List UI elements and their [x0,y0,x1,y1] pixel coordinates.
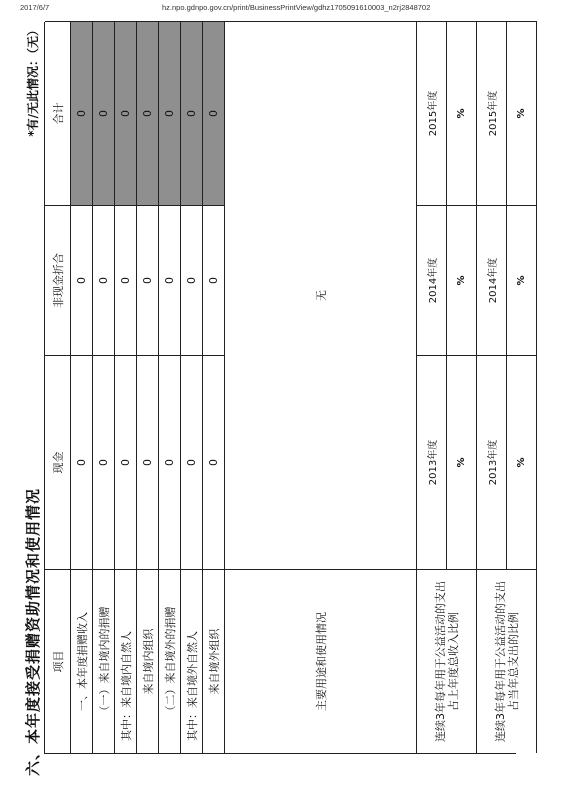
year-label: 2013年度 [477,356,507,569]
status-note: *有/无此情况：（无） [26,24,40,137]
noncash-value: 0 [159,205,181,355]
total-value: 0 [203,21,225,205]
ratio-income-cell [417,205,477,355]
ratio-value: % [456,457,467,468]
cash-value: 0 [71,355,93,569]
ratio-value: % [456,108,467,119]
row-label: （二）来自境外的捐赠 [159,569,181,753]
ratio-income-cell [417,355,477,569]
usage-label: 主要用途和使用情况 [225,569,417,753]
noncash-value: 0 [93,205,115,355]
donation-table [44,22,527,754]
cash-value: 0 [115,355,137,569]
total-value: 0 [181,21,203,205]
ratio-value: % [516,457,527,468]
cash-value: 0 [181,355,203,569]
total-value: 0 [71,21,93,205]
header-noncash: 非现金折合 [45,205,71,355]
ratio-expense-label: 连续3年每年用于公益活动的支出占当年总支出的比例 [477,569,537,753]
row-label: （一）来自境内的捐赠 [93,569,115,753]
header-total: 合计 [45,21,71,205]
cash-value: 0 [159,355,181,569]
ratio-value: % [456,275,467,286]
usage-value: 无 [225,21,417,569]
noncash-value: 0 [71,205,93,355]
ratio-income-cell [417,21,477,205]
noncash-value: 0 [203,205,225,355]
cash-value: 0 [203,355,225,569]
cash-value: 0 [137,355,159,569]
cash-value: 0 [93,355,115,569]
section-title: 六、本年度接受捐赠资助情况和使用情况 [24,487,42,776]
noncash-value: 0 [115,205,137,355]
year-label: 2014年度 [417,206,447,355]
ratio-income-label: 连续3年每年用于公益活动的支出占上年度总收入比例 [417,569,477,753]
row-label: 来自境外组织 [203,569,225,753]
year-label: 2014年度 [477,206,507,355]
rotated-page [20,16,527,776]
noncash-value: 0 [137,205,159,355]
ratio-value: % [516,108,527,119]
row-label: 其中：来自境外自然人 [181,569,203,753]
ratio-expense-cell [477,205,537,355]
total-value: 0 [159,21,181,205]
year-label: 2013年度 [417,356,447,569]
ratio-expense-cell [477,355,537,569]
ratio-expense-cell [477,21,537,205]
year-label: 2015年度 [417,22,447,205]
header-cash: 现金 [45,355,71,569]
row-label: 来自境内组织 [137,569,159,753]
total-value: 0 [115,21,137,205]
header-item: 项目 [45,569,71,753]
year-label: 2015年度 [477,22,507,205]
ratio-value: % [516,275,527,286]
row-label: 一、本年度捐赠收入 [71,569,93,753]
total-value: 0 [137,21,159,205]
total-value: 0 [93,21,115,205]
row-label: 其中：来自境内自然人 [115,569,137,753]
print-url: hz.npo.gdnpo.gov.cn/print/BusinessPrintView/gdhz1705091610003_n2rj2848702 [162,3,431,12]
print-date: 2017/6/7 [20,3,50,12]
noncash-value: 0 [181,205,203,355]
